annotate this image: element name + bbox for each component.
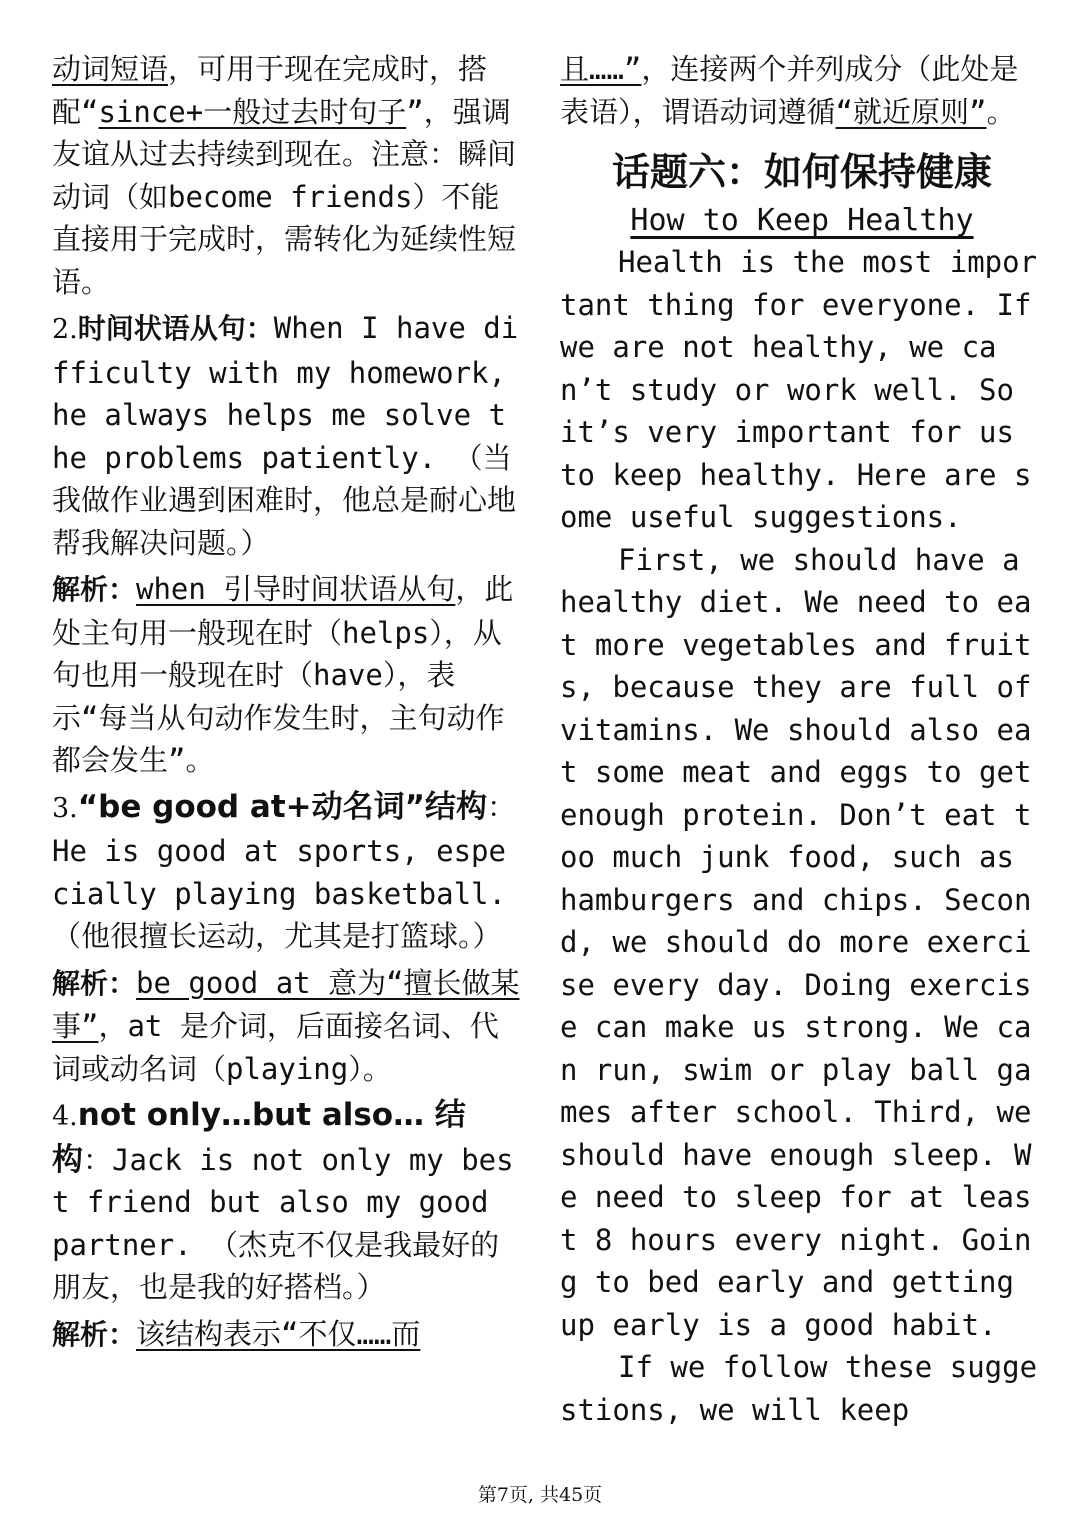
page-number: 第7页, 共45页 (477, 1484, 603, 1506)
continuation-paragraph (560, 48, 1044, 133)
item-3-analysis (52, 962, 520, 1091)
item-3-title: “be good at+动名词”结构 (77, 788, 488, 825)
item-2-example: When I have difficulty with my homework, he always helps me solve the problems patiently. （当我做作业遇到困难时，他总是耐心地帮我解决问题。） (52, 311, 519, 560)
item-3-analysis-text: ，at 是介词，后面接名词、代词或动名词（playing）。 (52, 1009, 499, 1086)
item-2 (52, 307, 520, 564)
item-3 (52, 786, 520, 958)
essay-paragraph-2: First, we should have a healthy diet. We need to eat more vegetables and fruits, because they are full of vitamins. We should also eat some meat and eggs to get enough protein. Don’t eat too much junk food, such as hamburgers and chips. Second, we should do more exercise every day. Doing exercise can make us strong. We can run, swim or play ball games after school. Third, we should have enough sleep. We need to sleep for at least 8 hours every night. Going to bed early and getting up early is a good habit. (560, 542, 1032, 1342)
item-2-analysis (52, 568, 520, 782)
item-3-example: He is good at sports, especially playing basketball. （他很擅长运动，尤其是打篮球。） (52, 834, 506, 953)
intro-text-2: ，可用于现在完成时，搭配“ (52, 52, 488, 129)
item-2-analysis-text: ，此处主句用一般现在时（helps），从句也用一般现在时（have），表示“每当从句动作发生时，主句动作都会发生”。 (52, 572, 514, 777)
item-4-title: not only…but also… 结构 (52, 1097, 466, 1178)
continuation-underlined-1: 且……” (560, 52, 642, 86)
item-3-analysis-underlined: be good at 意为“擅长做某事” (52, 965, 520, 1043)
item-2-number: 2. (52, 314, 78, 345)
intro-underlined-1: 动词短语 (52, 52, 169, 86)
item-4-analysis-underlined: 该结构表示“不仅……而 (136, 1316, 421, 1351)
right-column (560, 48, 1044, 1431)
continuation-text-2: ，连接两个并列成分（此处是表语），谓语动词遵循 (560, 52, 1019, 129)
item-4-colon: ： (83, 1142, 113, 1177)
item-3-analysis-label: 解析： (52, 966, 137, 1000)
item-4 (52, 1094, 520, 1309)
intro-paragraph (52, 48, 520, 303)
item-4-example: Jack is not only my best friend but also my good partner. （杰克不仅是我最好的朋友，也是我的好搭档。） (52, 1142, 514, 1304)
left-column (52, 48, 520, 1356)
topic-subtitle: How to Keep Healthy (630, 203, 974, 238)
item-2-analysis-label: 解析： (52, 573, 137, 606)
intro-text-4: ”，强调友谊从过去持续到现在。注意：瞬间动词（如become friends）不能直接用于完成时，需转化为延续性短语。 (52, 94, 517, 299)
item-3-colon: ： (487, 789, 517, 824)
essay-paragraph-1: Health is the most important thing for everyone. If we are not healthy, we can’t study or work well. So it’s very important for us to keep healthy. Here are some useful suggestions. (560, 245, 1038, 534)
item-2-analysis-underlined: when 引导时间状语从句 (136, 572, 456, 606)
essay-paragraph-3: If we follow these suggestions, we will keep (560, 1350, 1038, 1427)
item-4-number: 4. (52, 1101, 78, 1132)
intro-underlined-3: since+一般过去时句子 (98, 94, 407, 129)
topic-title: 话题六：如何保持健康 (611, 150, 992, 194)
item-3-number: 3. (52, 792, 78, 824)
item-4-analysis (52, 1313, 520, 1357)
continuation-underlined-3: “就近原则” (835, 94, 987, 129)
item-2-title: 时间状语从句： (77, 312, 274, 345)
continuation-text-4: 。 (986, 94, 1016, 129)
item-4-analysis-label: 解析： (52, 1317, 137, 1351)
